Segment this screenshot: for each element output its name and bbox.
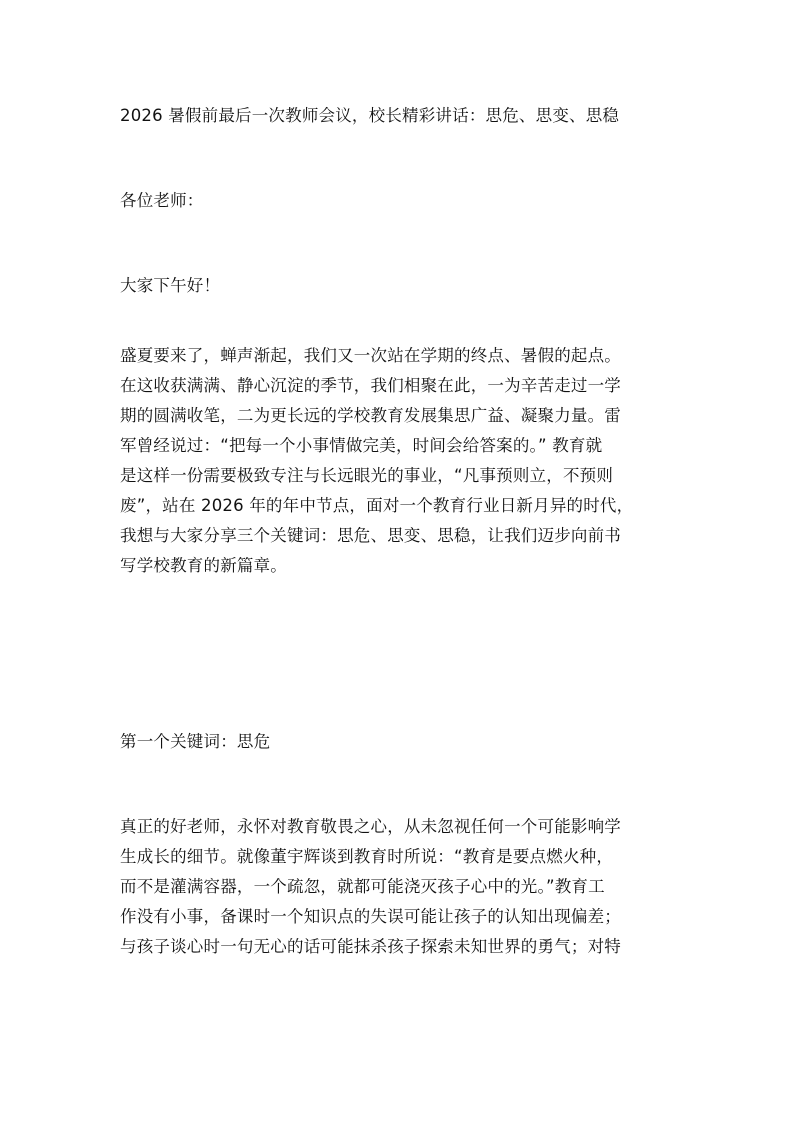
paragraph-section-one [120,812,685,962]
paragraph-line: 期的圆满收笔，二为更长远的学校教育发展集思广益、凝聚力量。雷 [120,406,621,425]
section-heading: 第一个关键词：思危 [120,732,271,751]
paragraph-line: 真正的好老师，永怀对教育敬畏之心，从未忽视任何一个可能影响学 [120,817,621,836]
greeting: 各位老师： [120,191,204,210]
document-title: 2026 暑假前最后一次教师会议，校长精彩讲话：思危、思变、思稳 [120,106,620,125]
paragraph-line: 写学校教育的新篇章。 [120,556,287,575]
paragraph-line: 军曾经说过：“把每一个小事情做完美，时间会给答案的。” 教育就 [120,436,603,455]
paragraph-line: 而不是灌满容器，一个疏忽，就都可能浇灭孩子心中的光。”教育工 [120,877,605,896]
paragraph-intro [120,341,685,581]
paragraph-line: 是这样一份需要极致专注与长远眼光的事业，“凡事预则立，不预则 [120,466,614,485]
paragraph-line: 生成长的细节。就像董宇辉谈到教育时所说：“教育是要点燃火种， [120,847,614,866]
salutation: 大家下午好！ [120,276,221,295]
paragraph-line: 我想与大家分享三个关键词：思危、思变、思稳，让我们迈步向前书 [120,526,621,545]
paragraph-line: 与孩子谈心时一句无心的话可能抹杀孩子探索未知世界的勇气；对特 [120,937,621,956]
paragraph-line: 在这收获满满、静心沉淀的季节，我们相聚在此，一为辛苦走过一学 [120,376,621,395]
paragraph-line: 盛夏要来了，蝉声渐起，我们又一次站在学期的终点、暑假的起点。 [120,346,621,365]
paragraph-line: 作没有小事，备课时一个知识点的失误可能让孩子的认知出现偏差； [120,907,621,926]
paragraph-line: 废”，站在 2026 年的年中节点，面对一个教育行业日新月异的时代， [120,496,634,515]
